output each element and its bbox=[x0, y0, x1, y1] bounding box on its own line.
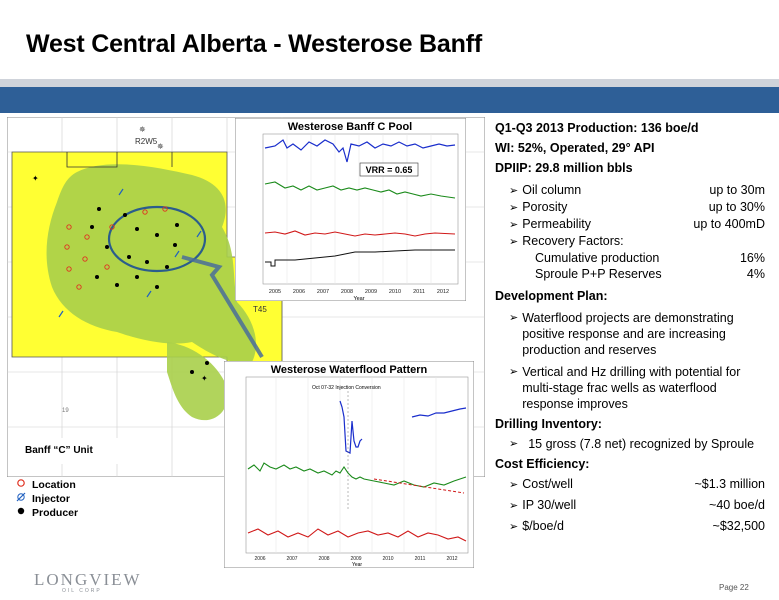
waterflood-chart bbox=[224, 361, 474, 568]
waterflood-tick: 2006 bbox=[254, 556, 266, 562]
pool-tick: 2005 bbox=[268, 289, 282, 295]
pool-tick: 2012 bbox=[436, 289, 450, 295]
header-band-grey bbox=[0, 79, 779, 87]
drilling-item: ➢ 15 gross (7.8 net) recognized by Sproule bbox=[509, 437, 755, 451]
page-number: Page 22 bbox=[719, 583, 749, 592]
waterflood-annotation: Oct 07-32 Injection Conversion bbox=[312, 385, 381, 391]
range-label: R2W5 bbox=[135, 137, 158, 146]
cost-row: ➢ $/boe/d ~$32,500 bbox=[509, 519, 765, 533]
waterflood-tick: 2010 bbox=[382, 556, 394, 562]
pool-tick: 2010 bbox=[388, 289, 402, 295]
svg-text:✵: ✵ bbox=[157, 142, 164, 151]
waterflood-tick: 2009 bbox=[350, 556, 362, 562]
pool-chart-title: Westerose Banff C Pool bbox=[287, 121, 413, 133]
cost-row: ➢ IP 30/well ~40 boe/d bbox=[509, 498, 765, 512]
company-logo-sub: OIL CORP bbox=[62, 588, 102, 594]
pool-chart bbox=[235, 118, 466, 301]
waterflood-xlabel: Year bbox=[351, 562, 363, 568]
summary-panel bbox=[495, 120, 765, 535]
pool-tick: 2006 bbox=[292, 289, 306, 295]
dpiip-header: DPIIP: 29.8 million bbls bbox=[495, 161, 633, 175]
waterflood-chart-title: Westerose Waterflood Pattern bbox=[270, 364, 428, 376]
legend-producer: Producer bbox=[32, 506, 79, 519]
map-legend bbox=[14, 478, 78, 520]
pool-tick: 2008 bbox=[340, 289, 354, 295]
pool-tick: 2007 bbox=[316, 289, 330, 295]
production-header: Q1-Q3 2013 Production: 136 boe/d bbox=[495, 121, 699, 135]
pool-tick: 2009 bbox=[364, 289, 378, 295]
pool-xlabel: Year bbox=[353, 296, 365, 301]
svg-text:✦: ✦ bbox=[201, 374, 208, 383]
development-item: ➢ Waterflood projects are demonstrating positive response and are increasing production and reserves bbox=[509, 311, 734, 357]
vrr-label: VRR = 0.65 bbox=[365, 165, 413, 175]
company-logo: LONGVIEW bbox=[34, 570, 142, 589]
development-header: Development Plan: bbox=[495, 289, 608, 303]
section-number: 19 bbox=[62, 408, 69, 414]
waterflood-tick: 2012 bbox=[446, 556, 458, 562]
prop-row: ➢ Permeability up to 400mD bbox=[509, 217, 765, 231]
township-label: T45 bbox=[253, 305, 267, 314]
legend-injector: Injector bbox=[32, 492, 70, 505]
svg-text:✵: ✵ bbox=[139, 125, 146, 134]
legend-location: Location bbox=[32, 478, 76, 491]
prop-row: ➢ Oil column up to 30m bbox=[509, 183, 765, 197]
header-band-blue bbox=[0, 87, 779, 113]
cost-row: ➢ Cost/well ~$1.3 million bbox=[509, 477, 765, 491]
location-icon bbox=[14, 478, 28, 492]
unit-label: Banff “C” Unit bbox=[25, 445, 93, 456]
waterflood-tick: 2011 bbox=[414, 556, 426, 562]
waterflood-tick: 2008 bbox=[318, 556, 330, 562]
cost-header: Cost Efficiency: bbox=[495, 457, 590, 471]
recovery-row: Sproule P+P Reserves 4% bbox=[535, 267, 765, 281]
waterflood-tick: 2007 bbox=[286, 556, 298, 562]
drilling-header: Drilling Inventory: bbox=[495, 417, 602, 431]
recovery-row: Cumulative production 16% bbox=[535, 251, 765, 265]
slide-title: West Central Alberta - Westerose Banff bbox=[26, 30, 482, 58]
prop-row: ➢ Porosity up to 30% bbox=[509, 200, 765, 214]
development-item: ➢ Vertical and Hz drilling with potential for multi-stage frac wells as waterflood response improves bbox=[509, 365, 741, 411]
producer-icon bbox=[14, 506, 28, 520]
wi-header: WI: 52%, Operated, 29° API bbox=[495, 141, 655, 155]
pool-tick: 2011 bbox=[413, 289, 425, 295]
recovery-label-row: ➢ Recovery Factors: bbox=[509, 234, 624, 248]
injector-icon bbox=[14, 492, 28, 506]
svg-text:✦: ✦ bbox=[32, 174, 39, 183]
